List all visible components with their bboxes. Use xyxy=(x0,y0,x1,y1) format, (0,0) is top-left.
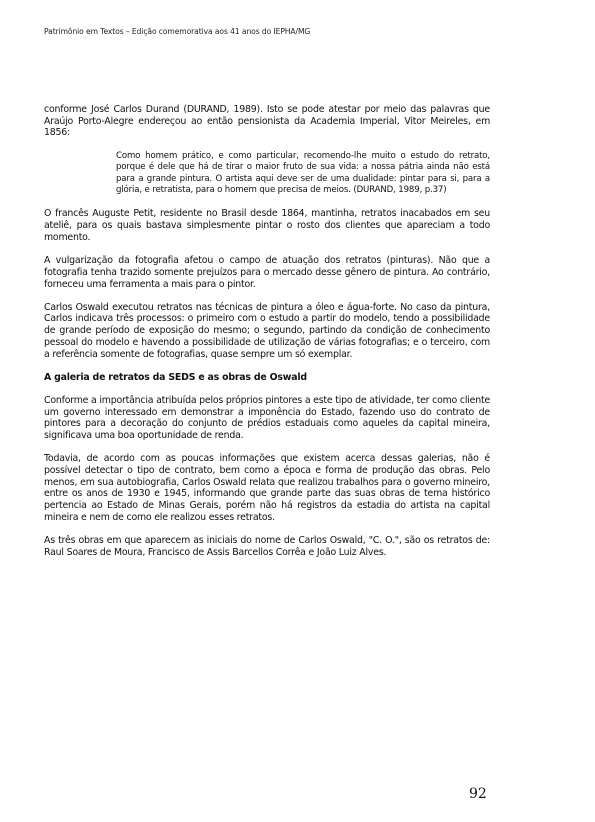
body-text xyxy=(44,104,490,570)
paragraph-6: Todavia, de acordo com as poucas informações que existem acerca dessas galerias, não é possível detectar o tipo de contrato, bem como a época e forma de produção das obras. Pelo menos, em sua autobiografia, Carlos Oswald relata que realizou trabalhos para o governo mineiro, entre os anos de 1930 e 1945, informando que grande parte das suas obras de tema histórico pertencia ao Estado de Minas Gerais, porém não há registros da estadia do artista na capital mineira e nem de como ele realizou esses retratos. xyxy=(44,453,490,523)
running-header: Patrimônio em Textos – Edição comemorativa aos 41 anos do IEPHA/MG xyxy=(44,27,311,36)
block-quote: Como homem prático, e como particular, recomendo-lhe muito o estudo do retrato, porque é dele que há de tirar o maior fruto de sua vida: a nossa pátria ainda não está para a grande pintura. O artista aqui deve ser de uma dualidade: pintar para si, para a glória, e retratista, para o homem que precisa de meios. (DURAND, 1989, p.37) xyxy=(116,150,490,196)
section-heading: A galeria de retratos da SEDS e as obras de Oswald xyxy=(44,371,307,383)
paragraph-3: A vulgarização da fotografia afetou o campo de atuação dos retratos (pinturas). Não que a fotografia tenha trazido somente prejuízos para o mercado desse gênero de pintura. Ao contrário, forneceu uma ferramenta a mais para o pintor. xyxy=(44,255,490,290)
paragraph-4: Carlos Oswald executou retratos nas técnicas de pintura a óleo e água-forte. No caso da pintura, Carlos indicava três processos: o primeiro com o estudo a partir do modelo, tendo a possibilidade de grande período de exposição do mesmo; o segundo, partindo da condição de conhecimento pessoal do modelo e havendo a possibilidade de utilização de várias fotografias; e o terceiro, com a referência somente de fotografias, quase sempre um só exemplar. xyxy=(44,301,490,360)
paragraph-5: Conforme a importância atribuída pelos próprios pintores a este tipo de atividade, ter como cliente um governo interessado em demonstrar a imponência do Estado, fazendo uso do contrato de pintores para a decoração do conjunto de prédios estaduais como aqueles da capital mineira, significava uma boa oportunidade de renda. xyxy=(44,394,490,442)
paragraph-7: As três obras em que aparecem as iniciais do nome de Carlos Oswald, "C. O.", são os retratos de: Raul Soares de Moura, Francisco de Assis Barcellos Corrêa e João Luiz Alves. xyxy=(44,534,490,558)
page-number: 92 xyxy=(469,786,487,802)
paragraph-1: conforme José Carlos Durand (DURAND, 1989). Isto se pode atestar por meio das palavras que Araújo Porto-Alegre endereçou ao então pensionista da Academia Imperial, Vitor Meireles, em 1856: xyxy=(44,104,490,139)
paragraph-2: O francês Auguste Petit, residente no Brasil desde 1864, mantinha, retratos inacabados em seu ateliê, para os quais bastava simplesmente pintar o rosto dos clientes que apareciam a todo momento. xyxy=(44,208,490,243)
